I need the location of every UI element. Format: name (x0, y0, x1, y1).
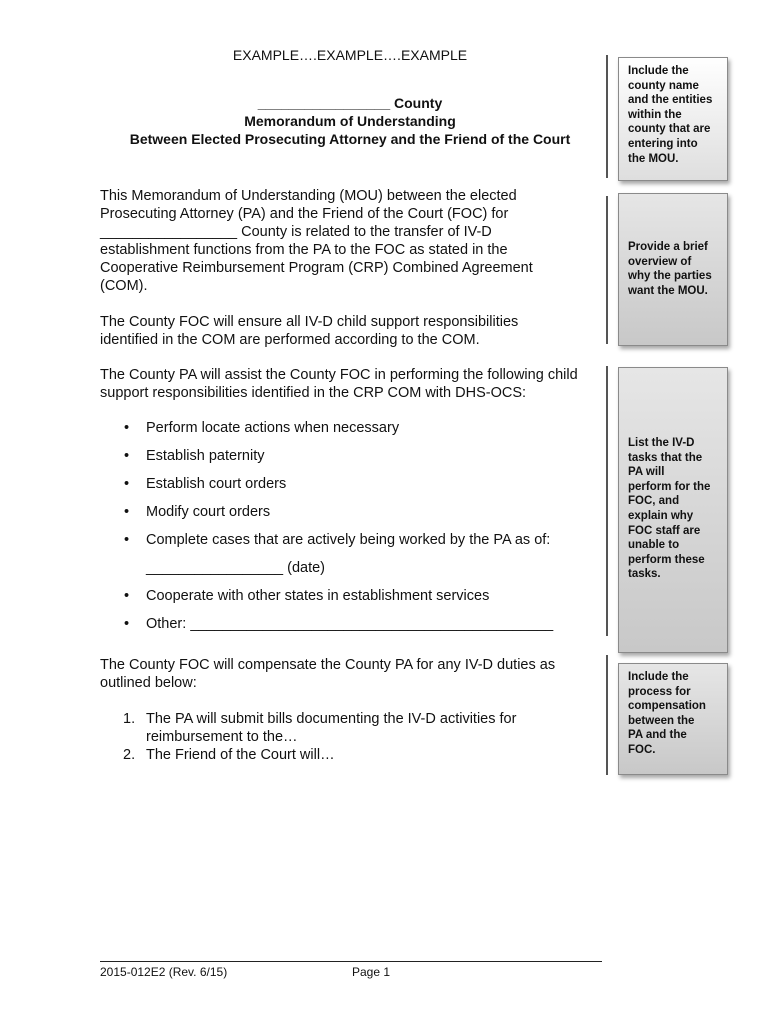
numbered-item: 2. The Friend of the Court will… (123, 747, 335, 763)
bullet-icon: • (124, 504, 130, 520)
date-blank: _________________ (date) (146, 560, 325, 576)
intro-line: Cooperative Reimbursement Program (CRP) Combined Agreement (100, 260, 533, 276)
title-memorandum: Memorandum of Understanding (244, 113, 456, 129)
compensation-steps (100, 710, 595, 764)
sidebar-note-county: Include the county name and the entities within the county that are entering into the MOU. (618, 57, 728, 181)
page-number: Page 1 (352, 965, 391, 979)
list-item: • Modify court orders (124, 504, 271, 520)
foc-paragraph (100, 313, 595, 349)
title-county-line: _________________ County (257, 95, 443, 111)
intro-line: Prosecuting Attorney (PA) and the Friend of the Court (FOC) for (100, 206, 509, 222)
pa-paragraph (100, 366, 605, 402)
intro-paragraph (100, 187, 595, 295)
responsibility-list (100, 419, 595, 643)
form-number: 2015-012E2 (Rev. 6/15) (100, 965, 228, 979)
bullet-icon: • (124, 616, 130, 632)
bullet-icon: • (124, 448, 130, 464)
sidebar-note-compensation: Include the process for compensation between the PA and the FOC. (618, 663, 728, 775)
sidebar-bracket-rule (606, 366, 608, 636)
intro-line: establishment functions from the PA to the FOC as stated in the (100, 242, 508, 258)
pa-line: The County PA will assist the County FOC in performing the following child (100, 367, 578, 383)
footer-divider (100, 961, 602, 962)
list-item: • Other: _____________________________________________ (124, 616, 554, 632)
sidebar-note-overview: Provide a brief overview of why the parties want the MOU. (618, 193, 728, 346)
compensation-line: outlined below: (100, 675, 197, 691)
compensation-paragraph (100, 656, 595, 692)
intro-line: _________________ County is related to the transfer of IV-D (100, 224, 492, 240)
title-between: Between Elected Prosecuting Attorney and the Friend of the Court (129, 131, 571, 147)
list-item: • Perform locate actions when necessary (124, 420, 400, 436)
list-item: • Establish court orders (124, 476, 287, 492)
foc-line: The County FOC will ensure all IV-D child support responsibilities (100, 314, 519, 330)
bullet-icon: • (124, 532, 130, 548)
sidebar-bracket-rule (606, 655, 608, 775)
bullet-icon: • (124, 420, 130, 436)
list-item: • Cooperate with other states in establishment services (124, 588, 490, 604)
intro-line: This Memorandum of Understanding (MOU) between the elected (100, 188, 517, 204)
pa-line: support responsibilities identified in the CRP COM with DHS-OCS: (100, 385, 527, 401)
example-banner: EXAMPLE….EXAMPLE….EXAMPLE (232, 47, 468, 63)
list-item: • Establish paternity (124, 448, 265, 464)
sidebar-note-tasks: List the IV-D tasks that the PA will perform for the FOC, and explain why FOC staff are unable to perform these tasks. (618, 367, 728, 653)
sidebar-bracket-rule (606, 55, 608, 178)
intro-line: (COM). (100, 278, 148, 294)
item-number: 1. (123, 711, 136, 727)
bullet-icon: • (124, 588, 130, 604)
item-number: 2. (123, 747, 136, 763)
list-item-continuation (100, 559, 595, 587)
sidebar-bracket-rule (606, 196, 608, 344)
compensation-line: The County FOC will compensate the County PA for any IV-D duties as (100, 657, 556, 673)
list-item: • Complete cases that are actively being worked by the PA as of: (124, 532, 551, 548)
numbered-item: 1. The PA will submit bills documenting the IV-D activities for reimbursement to the… (123, 711, 517, 745)
bullet-icon: • (124, 476, 130, 492)
foc-line: identified in the COM are performed according to the COM. (100, 332, 480, 348)
